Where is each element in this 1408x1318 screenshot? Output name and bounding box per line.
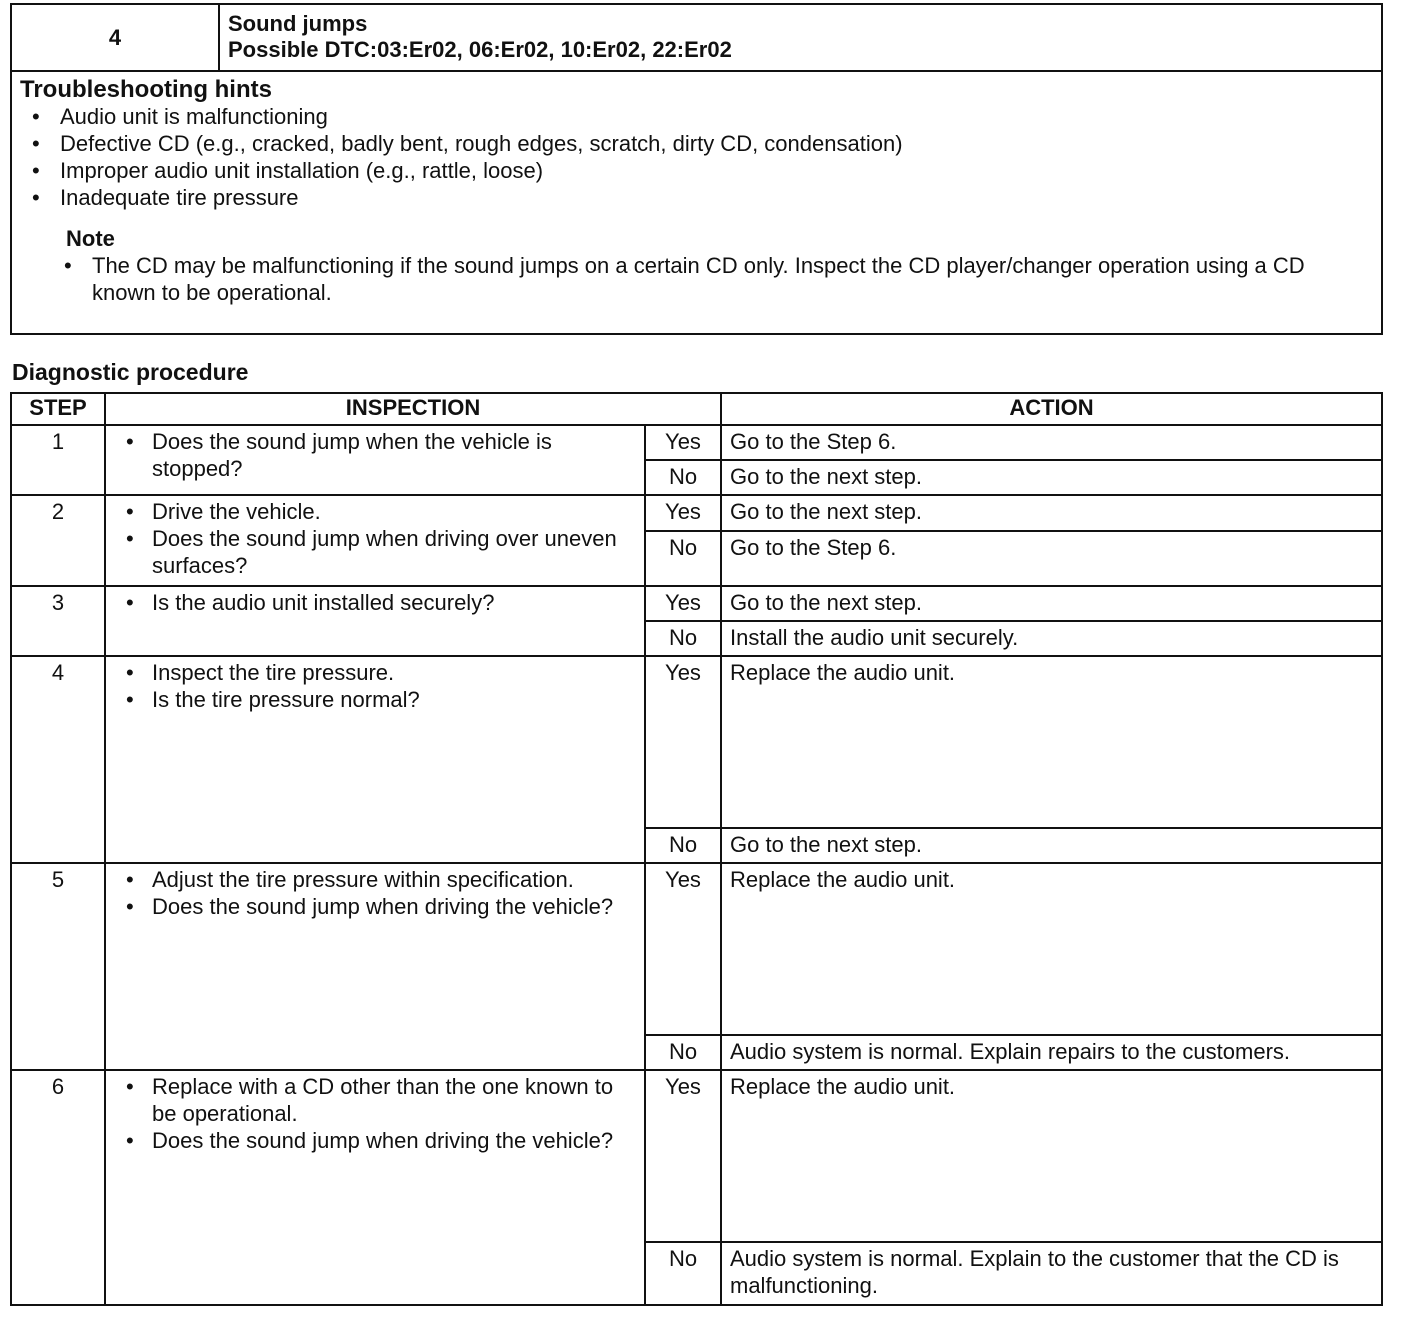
inspection-item: • Is the audio unit installed securely? — [152, 589, 636, 616]
troubleshooting-hints — [11, 71, 1382, 334]
yes-action: Replace the audio unit. — [721, 1070, 1382, 1242]
hint-item: • Improper audio unit installation (e.g., rattle, loose) — [60, 157, 1373, 184]
note-item: • The CD may be malfunctioning if the sound jumps on a certain CD only. Inspect the CD player/changer operation using a CD known to be operational. — [92, 252, 1373, 306]
no-label: No — [645, 460, 721, 495]
yes-action: Go to the Step 6. — [721, 425, 1382, 460]
hints-list — [20, 103, 1373, 211]
inspection-cell — [105, 1070, 645, 1305]
inspection-cell — [105, 656, 645, 863]
no-action: Go to the Step 6. — [721, 531, 1382, 586]
inspection-item: • Does the sound jump when driving the vehicle? — [152, 893, 636, 920]
step-number: 5 — [11, 863, 105, 1070]
hint-item: • Defective CD (e.g., cracked, badly bent, rough edges, scratch, dirty CD, condensation) — [60, 130, 1373, 157]
step-row-yes — [11, 425, 1382, 460]
no-label: No — [645, 1035, 721, 1070]
column-header-action: ACTION — [721, 393, 1382, 425]
step-row-yes — [11, 495, 1382, 531]
yes-action: Go to the next step. — [721, 495, 1382, 531]
no-action: Audio system is normal. Explain to the customer that the CD is malfunctioning. — [721, 1242, 1382, 1305]
yes-action: Go to the next step. — [721, 586, 1382, 621]
inspection-item: • Drive the vehicle. — [152, 498, 636, 525]
yes-label: Yes — [645, 1070, 721, 1242]
note-title: Note — [66, 226, 115, 251]
yes-label: Yes — [645, 586, 721, 621]
inspection-cell — [105, 425, 645, 495]
step-number: 4 — [11, 656, 105, 863]
no-action: Go to the next step. — [721, 828, 1382, 863]
inspection-item: • Does the sound jump when the vehicle is stopped? — [152, 428, 636, 482]
no-action: Audio system is normal. Explain repairs to the customers. — [721, 1035, 1382, 1070]
no-label: No — [645, 1242, 721, 1305]
diagnostic-procedure-table — [10, 392, 1383, 1306]
inspection-item: • Does the sound jump when driving the vehicle? — [152, 1127, 636, 1154]
no-label: No — [645, 828, 721, 863]
procedure-title: Diagnostic procedure — [12, 359, 249, 385]
step-row-yes — [11, 656, 1382, 828]
hint-item: • Audio unit is malfunctioning — [60, 103, 1373, 130]
inspection-cell — [105, 495, 645, 586]
step-row-yes — [11, 586, 1382, 621]
inspection-item: • Is the tire pressure normal? — [152, 686, 636, 713]
step-number: 2 — [11, 495, 105, 586]
inspection-item: • Replace with a CD other than the one known to be operational. — [152, 1073, 636, 1127]
no-label: No — [645, 621, 721, 656]
step-number: 6 — [11, 1070, 105, 1305]
yes-label: Yes — [645, 863, 721, 1035]
step-row-yes — [11, 863, 1382, 1035]
hint-item: • Inadequate tire pressure — [60, 184, 1373, 211]
symptom-number: 4 — [11, 4, 219, 71]
step-number: 3 — [11, 586, 105, 656]
yes-action: Replace the audio unit. — [721, 863, 1382, 1035]
yes-action: Replace the audio unit. — [721, 656, 1382, 828]
hints-title: Troubleshooting hints — [20, 76, 272, 103]
no-action: Install the audio unit securely. — [721, 621, 1382, 656]
step-row-yes — [11, 1070, 1382, 1242]
note-list — [20, 252, 1373, 306]
inspection-item: • Inspect the tire pressure. — [152, 659, 636, 686]
no-action: Go to the next step. — [721, 460, 1382, 495]
column-header-inspection: INSPECTION — [105, 393, 721, 425]
inspection-item: • Adjust the tire pressure within specification. — [152, 866, 636, 893]
yes-label: Yes — [645, 425, 721, 460]
symptom-table — [10, 3, 1383, 335]
inspection-cell — [105, 863, 645, 1070]
possible-dtc: Possible DTC:03:Er02, 06:Er02, 10:Er02, 22:Er02 — [228, 37, 732, 62]
column-header-step: STEP — [11, 393, 105, 425]
yes-label: Yes — [645, 656, 721, 828]
yes-label: Yes — [645, 495, 721, 531]
inspection-cell — [105, 586, 645, 656]
inspection-item: • Does the sound jump when driving over uneven surfaces? — [152, 525, 636, 579]
symptom-title: Sound jumps — [228, 11, 368, 36]
no-label: No — [645, 531, 721, 586]
step-number: 1 — [11, 425, 105, 495]
